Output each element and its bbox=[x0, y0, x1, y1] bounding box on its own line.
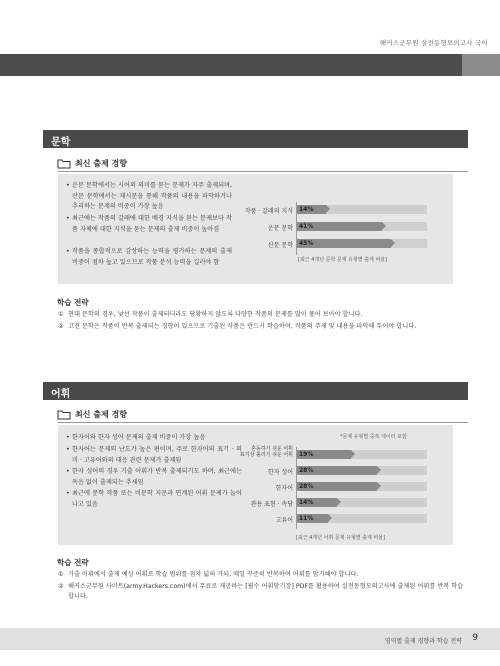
bar-value-label: 41% bbox=[299, 223, 314, 230]
top-band-tab bbox=[462, 54, 500, 76]
bar-tip bbox=[328, 514, 332, 522]
trend-box bbox=[58, 425, 453, 545]
bar-category-label: 한자 성어 bbox=[267, 469, 293, 476]
trend-bullet: • 한자어는 문제의 난도가 높은 편이며, 주로 한자어의 표기 · 의미 · 고유어와의 대응 관련 문제가 출제됨 bbox=[72, 445, 242, 466]
study-item-text: 현대 문학의 경우, 낯선 작품이 출제되더라도 당황하지 않도록 다양한 작품의 문제를 많이 풀어 보아야 합니다. bbox=[68, 311, 363, 318]
trend-bullet: • 운문 문학에서는 시어의 의미를 묻는 문제가 자주 출제되며, 산문 문학에서는 제시문을 통해 작품의 내용을 파악하거나 추리하는 문제의 비중이 가장 높음 bbox=[72, 181, 232, 213]
trend-bullet: • 최근에는 작품의 갈래에 대한 배경 지식을 묻는 문제보다 작품 자체에 대한 지식을 묻는 문제의 출제 비중이 높아짐 bbox=[72, 214, 232, 235]
trend-title: 최신 출제 경향 bbox=[75, 158, 127, 168]
bar-track bbox=[297, 498, 427, 507]
top-band bbox=[0, 54, 500, 76]
bar-track bbox=[297, 450, 427, 459]
literature-chart bbox=[58, 174, 453, 284]
bar-tip bbox=[377, 466, 381, 474]
bar bbox=[297, 239, 391, 248]
bar-value-label: 14% bbox=[299, 499, 314, 506]
folder-icon bbox=[57, 158, 71, 169]
bar-tip bbox=[382, 222, 386, 230]
section-title: 문학 bbox=[51, 137, 71, 148]
bar-category-label: 혼동하기 쉬운 어휘 표기상 틀리기 쉬운 어휘 bbox=[239, 446, 293, 458]
study-item-number: ① bbox=[58, 311, 64, 318]
bar-category-label: 한자어 bbox=[275, 485, 293, 492]
bar bbox=[297, 498, 337, 507]
vocabulary-chart bbox=[58, 425, 453, 545]
bar-tip bbox=[377, 482, 381, 490]
study-item bbox=[58, 582, 468, 602]
bar-value-label: 28% bbox=[299, 483, 314, 490]
bar-value-label: 45% bbox=[299, 240, 314, 247]
bar-track bbox=[297, 205, 427, 214]
bar-category-label: 관용 표현 · 속담 bbox=[250, 501, 293, 508]
bar-tip bbox=[391, 239, 395, 247]
study-item-text: 기출 어휘에서 출제 예상 어휘로 학습 범위를 점차 넓혀 가되, 매일 꾸준히 반복하여 어휘를 암기해야 합니다. bbox=[68, 571, 359, 578]
bar-value-label: 19% bbox=[299, 451, 314, 458]
bar-category-label: 고유어 bbox=[275, 517, 293, 524]
trend-bullet: • 작품을 종합적으로 감상하는 능력을 평가하는 문제의 출제 비중이 점차 높고 있으므로 작품 분석 능력을 길러야 함 bbox=[72, 247, 232, 268]
page-footer bbox=[0, 628, 500, 650]
study-item-number: ① bbox=[58, 571, 64, 578]
trend-heading bbox=[57, 156, 127, 170]
study-item-text: 고전 문학은 작품이 반복 출제되는 경향이 있으므로 기출된 작품은 반드시 학습하여, 작품의 주제 및 내용을 파악해 두어야 합니다. bbox=[68, 323, 417, 330]
bar bbox=[297, 466, 377, 475]
book-title: 해커스군무원 실전동형모의고사 국어 bbox=[379, 39, 488, 47]
bar-track bbox=[297, 466, 427, 475]
bar-category-label: 운문 문학 bbox=[267, 225, 293, 232]
bar bbox=[297, 482, 377, 491]
chart-note: *문제 유형별 중복 데이터 포함 bbox=[340, 434, 407, 440]
divider bbox=[58, 171, 468, 172]
section-title: 어휘 bbox=[51, 389, 71, 400]
study-item bbox=[58, 570, 468, 580]
bar-tip bbox=[351, 450, 355, 458]
section-header-vocabulary bbox=[43, 382, 468, 400]
folder-icon bbox=[57, 409, 71, 420]
bar-category-label: 작품 · 갈래의 지식 bbox=[244, 208, 293, 215]
bar-track bbox=[297, 222, 427, 231]
bar-track bbox=[297, 239, 427, 248]
bar-value-label: 14% bbox=[299, 206, 314, 213]
section-header-literature bbox=[43, 130, 468, 148]
bar-tip bbox=[326, 205, 330, 213]
study-title: 학습 전략 bbox=[57, 298, 89, 307]
study-item bbox=[58, 322, 468, 332]
trend-bullet: • 한자어와 한자 성어 문제의 출제 비중이 가장 높음 bbox=[72, 433, 242, 444]
study-item-number: ② bbox=[58, 323, 64, 330]
bar-category-label: 산문 문학 bbox=[267, 242, 293, 249]
chart-caption: [최근 4개년 문학 문제 유형별 출제 비율] bbox=[298, 257, 388, 263]
bar bbox=[297, 514, 328, 523]
trend-bullet: • 최근에 문학 작품 또는 비문학 지문과 연계된 어휘 문제가 늘어나고 있음 bbox=[72, 489, 242, 510]
study-item-text: 해커스군무원 사이트(army.Hackers.com)에서 무료로 제공하는 [필수 어휘암기장] PDF를 활용하여 실전동형모의고사에 출제된 어휘를 반복 학습합니다. bbox=[68, 583, 464, 600]
page-header bbox=[0, 0, 500, 52]
bar-tip bbox=[337, 498, 341, 506]
page-number: 9 bbox=[472, 633, 478, 643]
bar bbox=[297, 450, 351, 459]
chart-caption: [최근 4개년 어휘 문제 유형별 출제 비율] bbox=[296, 535, 386, 541]
study-item bbox=[58, 310, 468, 320]
bar-track bbox=[297, 514, 427, 523]
trend-heading bbox=[57, 407, 127, 421]
trend-title: 최신 출제 경향 bbox=[75, 409, 127, 419]
study-item-number: ② bbox=[58, 583, 64, 590]
bar bbox=[297, 205, 326, 214]
divider bbox=[58, 422, 468, 423]
study-title: 학습 전략 bbox=[57, 558, 89, 567]
bar bbox=[297, 222, 382, 231]
trend-box bbox=[58, 174, 453, 284]
bar-value-label: 28% bbox=[299, 467, 314, 474]
footer-text: 영역별 출제 경향과 학습 전략 bbox=[384, 638, 462, 645]
bar-track bbox=[297, 482, 427, 491]
trend-bullet: • 한자 성어의 경우 기출 어휘가 반복 출제되기도 하며, 최근에는 독음 없이 출제되는 추세임 bbox=[72, 467, 242, 488]
bar-value-label: 11% bbox=[299, 515, 314, 522]
